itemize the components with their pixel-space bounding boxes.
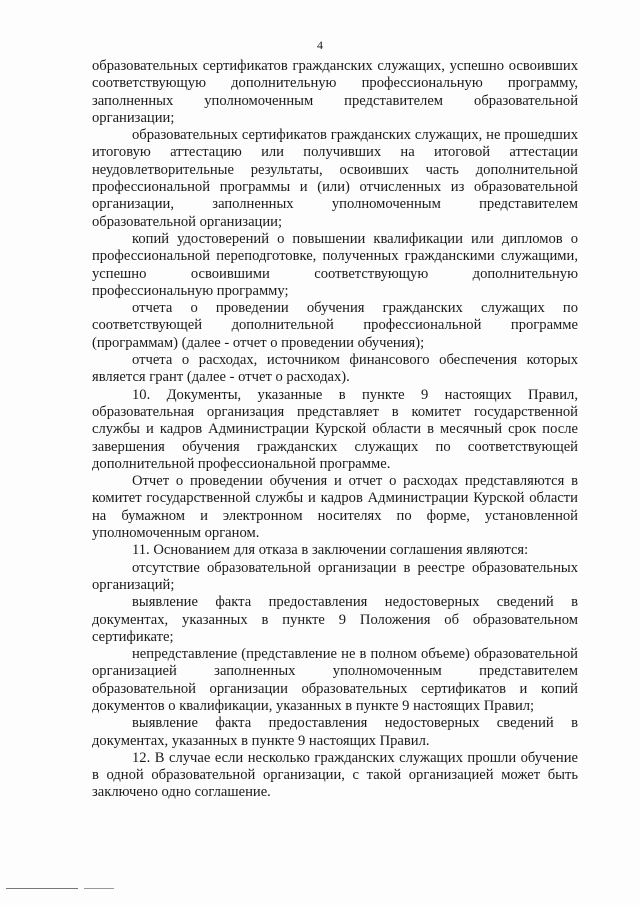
- paragraph: 11. Основанием для отказа в заключении соглашения являются:: [132, 542, 529, 559]
- paragraph: копий удостоверений о повышении квалификации или дипломов о профессиональной переподготовке, полученных гражданскими служащими, успешно освоившими соответствующую дополнительную профессиональную программу;: [92, 230, 578, 299]
- paragraph: Отчет о проведении обучения и отчет о расходах представляются в комитет государственной службы и кадров Администрации Курской области на бумажном и электронном носителях по форме, установленной уполномоченным органом.: [92, 473, 578, 542]
- paragraph: непредставление (представление не в полном объеме) образовательной организацией заполненных уполномоченным представителем образовательной организации образовательных сертификатов и копий документов о квалификации, указанных в пункте 9 настоящих Правил;: [92, 646, 578, 714]
- paragraph: выявление факта предоставления недостоверных сведений в документах, указанных в пункте 9 Положения об образовательном сертификате;: [92, 594, 578, 645]
- paragraph: отчета о проведении обучения гражданских служащих по соответствующей дополнительной профессиональной программе (программам) (далее - отчет о проведении обучения);: [92, 300, 578, 351]
- document-body: [92, 58, 578, 802]
- paragraph: отчета о расходах, источником финансового обеспечения которых является грант (далее - отчет о расходах).: [92, 352, 578, 386]
- paragraph: образовательных сертификатов гражданских служащих, не прошедших итоговую аттестацию или получивших на итоговой аттестации неудовлетворительные результаты, освоивших часть дополнительной профессиональной программы и (или) отчисленных из образовательной организации, заполненных уполномоченным представителем образовательной организации;: [92, 127, 578, 230]
- paragraph: выявление факта предоставления недостоверных сведений в документах, указанных в пункте 9 настоящих Правил.: [92, 715, 578, 749]
- paragraph: 12. В случае если несколько гражданских служащих прошли обучение в одной образовательной организации, с такой организацией может быть заключено одно соглашение.: [92, 749, 578, 801]
- paragraph: отсутствие образовательной организации в реестре образовательных организаций;: [92, 559, 578, 593]
- paragraph: образовательных сертификатов гражданских служащих, успешно освоивших соответствующую дополнительную профессиональную программу, заполненных уполномоченным представителем образовательной организации;: [92, 58, 578, 126]
- paragraph: 10. Документы, указанные в пункте 9 настоящих Правил, образовательная организация представляет в комитет государственной службы и кадров Администрации Курской области в месячный срок после завершения обучения гражданских служащих по соответствующей дополнительной профессиональной программе.: [92, 386, 578, 472]
- footer-line: [6, 888, 78, 889]
- page-number: 4: [317, 38, 323, 52]
